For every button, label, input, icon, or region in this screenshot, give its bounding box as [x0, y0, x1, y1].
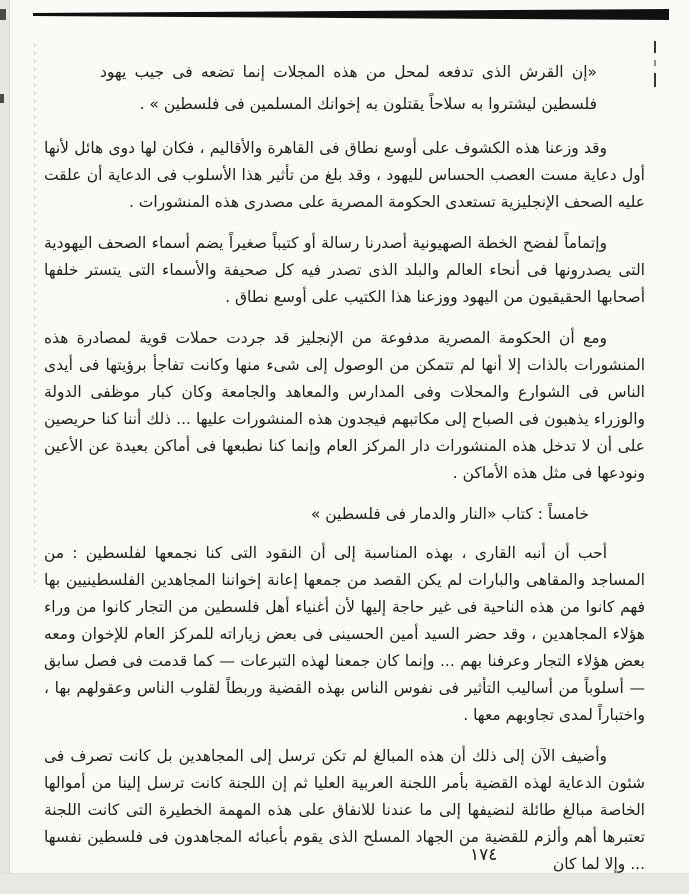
section-heading: خامساً : كتاب «النار والدمار فى فلسطين » — [310, 505, 589, 523]
scan-right-margin-marks — [653, 41, 657, 91]
scan-left-edge — [0, 0, 10, 874]
scan-top-line-artifact — [0, 0, 689, 28]
body-paragraph: ومع أن الحكومة المصرية مدفوعة من الإنجليز قد جردت حملات قوية لمصادرة هذه المنشورات بالذات إلا أنها لم تتمكن من الوصول إلى شىء منها وكانت تفاجأ برؤيتها فى أيدى الناس فى الشوارع والمحلات وفى المدارس والمعاهد والجامعة وكان كبار موظفى الدولة والوزراء يذهبون فى الصباح إلى مكاتبهم فيجدون هذه المنشورات عليها ... ذلك أننا كنا حريصين على أن لا تدخل هذه المنشورات دار المركز العام وإنما كنا نطبعها فى أماكن بعيدة عن الأعين ونودعها فى مثل هذه الأماكن . — [44, 329, 645, 482]
body-paragraph: أحب أن أنبه القارى ، بهذه المناسبة إلى أن النقود التى كنا نجمعها لفلسطين : من المساجد والمقاهى والبارات لم يكن القصد من جمعها إعانة إخواننا المجاهدين الفلسطينيين بها فهم كانوا من هذه الناحية فى غير حاجة إليها لأن أغنياء أهل فلسطين من التجار كانوا من وراء هؤلاء المجاهدين ، وقد حضر السيد أمين الحسينى فى بعض زياراته للمركز العام للإخوان ومعه بعض هؤلاء التجار وعرفنا بهم ... وإنما كان جمعنا لهذه التبرعات — كما قدمت فى فصل سابق — أسلوباً من أساليب التأثير فى نفوس الناس بهذه القضية وربطاً لقلوب الناس وعقولهم بها ، واختباراً لمدى تجاوبهم معها . — [44, 544, 645, 724]
body-paragraph: وأضيف الآن إلى ذلك أن هذه المبالغ لم تكن ترسل إلى المجاهدين بل كانت تصرف فى شئون الدعاية لهذه القضية بأمر اللجنة العربية العليا ثم إن اللجنة كانت ترسل إلينا من أموالها الخاصة مبالغ طائلة لنضيفها إلى ما عندنا للانفاق على هذه المهمة الخطيرة التى كانت اللجنة تعتبرها أهم وألزم للقضية من الجهاد المسلح الذى يقوم بأعبائه المجاهدون فى فلسطين نفسها ... وإلا لما كان — [44, 747, 645, 873]
scan-margin-line-artifact — [34, 44, 35, 589]
body-paragraph: وإتماماً لفضح الخطة الصهيونية أصدرنا رسالة أو كتيباً صغيراً يضم أسماء الصحف اليهودية التى يصدرونها فى أنحاء العالم والبلد الذى تصدر فيه كل صحيفة والأسماء التى يتستر خلفها أصحابها الحقيقيون من اليهود ووزعنا هذا الكتيب على أوسع نطاق . — [44, 234, 645, 306]
body-paragraph: وقد وزعنا هذه الكشوف على أوسع نطاق فى القاهرة والأقاليم ، فكان لها دوى هائل لأنها أول دعاية مست العصب الحساس لليهود ، وقد بلغ من تأثير هذا الأسلوب فى الدعاية أن علقت عليه الصحف الإنجليزية تستعدى الحكومة المصرية على مصدرى هذه المنشورات . — [44, 139, 645, 211]
scan-speck — [0, 94, 4, 103]
page-text-block — [44, 56, 645, 892]
page-number: ١٧٤ — [470, 845, 498, 865]
quoted-leaflet-text: «إن القرش الذى تدفعه لمحل من هذه المجلات إنما تضعه فى جيب يهود فلسطين ليشتروا به سلاحاً يقتلون به إخوانك المسلمين فى فلسطين » . — [100, 63, 597, 113]
